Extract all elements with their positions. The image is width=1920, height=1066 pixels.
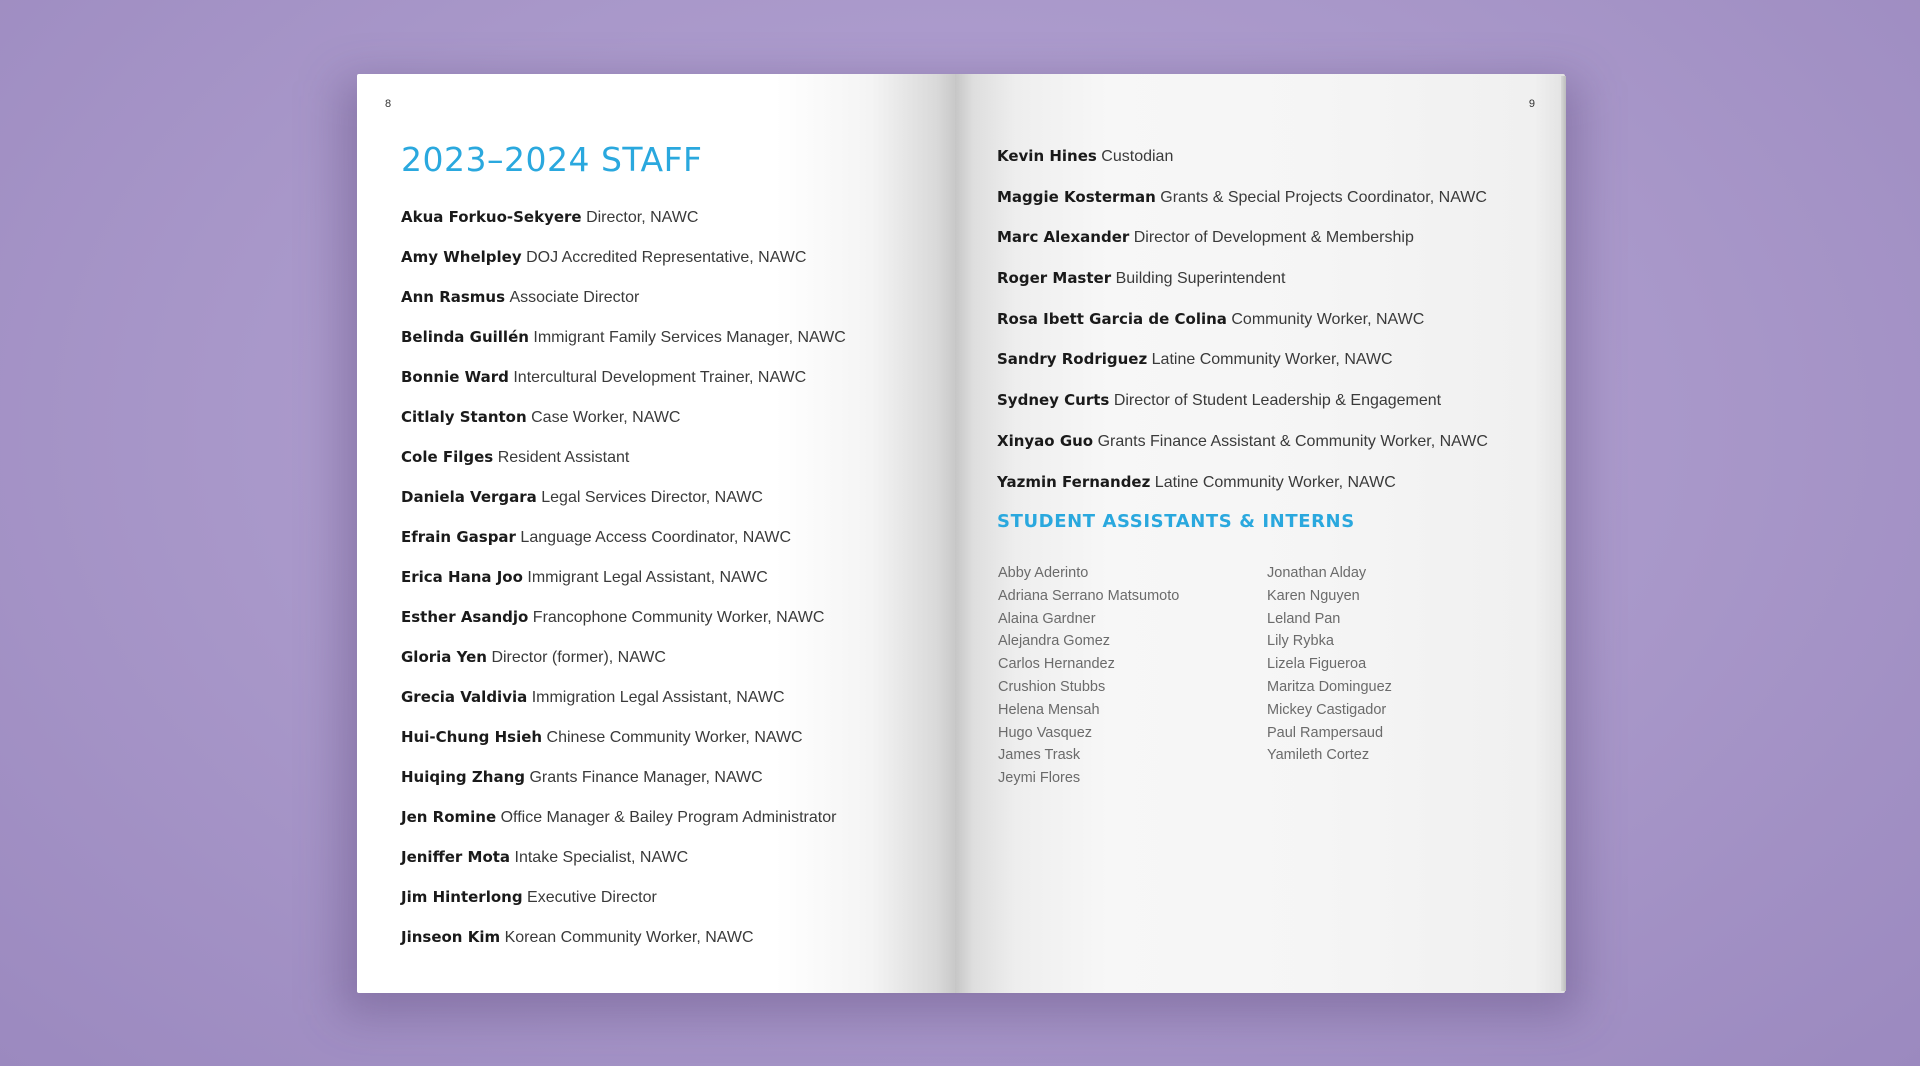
staff-role: Intercultural Development Trainer, NAWC	[513, 369, 807, 386]
intern-name: Mickey Castigador	[1267, 701, 1387, 718]
staff-name: Kevin Hines	[997, 147, 1097, 165]
staff-entry	[997, 185, 1488, 226]
staff-role: Director of Student Leadership & Engagement	[1113, 392, 1442, 410]
staff-entry	[401, 485, 846, 525]
staff-name: Erica Hana Joo	[401, 568, 523, 586]
intern-name: Hugo Vasquez	[998, 724, 1093, 741]
staff-entry	[401, 525, 846, 565]
interns-column-1	[998, 562, 1179, 790]
intern-name: Jonathan Alday	[1267, 565, 1367, 581]
intern-name: Maritza Dominguez	[1267, 678, 1392, 695]
staff-entry	[401, 765, 846, 805]
staff-entry	[997, 470, 1488, 511]
staff-role: Grants & Special Projects Coordinator, NAWC	[1160, 188, 1487, 206]
staff-entry	[401, 805, 846, 845]
staff-entry	[401, 285, 846, 325]
interns-column-2	[1267, 562, 1392, 767]
staff-name: Sydney Curts	[997, 391, 1110, 410]
intern-name: Adriana Serrano Matsumoto	[998, 587, 1180, 604]
page-number-left: 8	[385, 98, 392, 110]
interns-heading: STUDENT ASSISTANTS & INTERNS	[997, 511, 1355, 532]
staff-name: Belinda Guillén	[401, 328, 529, 346]
staff-list-right	[997, 144, 1488, 510]
staff-name: Cole Filges	[401, 448, 494, 466]
intern-name: Paul Rampersaud	[1267, 724, 1384, 741]
staff-name: Jinseon Kim	[401, 928, 501, 946]
staff-name: Yazmin Fernandez	[997, 472, 1151, 491]
staff-entry	[401, 885, 846, 925]
intern-name: Lily Rybka	[1267, 633, 1334, 650]
staff-entry	[997, 307, 1488, 348]
staff-entry	[997, 144, 1488, 185]
staff-entry	[401, 685, 846, 725]
staff-name: Sandry Rodriguez	[997, 350, 1148, 369]
staff-entry	[997, 429, 1488, 470]
staff-role: Resident Assistant	[497, 449, 630, 466]
staff-role: Immigrant Legal Assistant, NAWC	[527, 569, 768, 586]
staff-role: Immigration Legal Assistant, NAWC	[531, 689, 785, 706]
left-page	[357, 74, 955, 993]
staff-role: Immigrant Family Services Manager, NAWC	[533, 329, 846, 346]
staff-name: Akua Forkuo-Sekyere	[401, 208, 582, 226]
staff-role: Director (former), NAWC	[491, 649, 666, 666]
intern-name: Carlos Hernandez	[998, 656, 1115, 673]
intern-name: Leland Pan	[1267, 610, 1341, 627]
right-page	[955, 74, 1565, 993]
staff-role: Korean Community Worker, NAWC	[504, 929, 754, 946]
staff-name: Hui-Chung Hsieh	[401, 728, 543, 746]
staff-name: Amy Whelpley	[401, 248, 522, 266]
intern-name: Alejandra Gomez	[998, 633, 1111, 650]
staff-role: Associate Director	[509, 289, 640, 306]
staff-role: Grants Finance Assistant & Community Worker, NAWC	[1097, 432, 1488, 450]
staff-role: Case Worker, NAWC	[531, 409, 681, 426]
staff-name: Esther Asandjo	[401, 608, 529, 626]
staff-name: Citlaly Stanton	[401, 408, 527, 426]
staff-name: Efrain Gaspar	[401, 528, 516, 546]
staff-entry	[401, 245, 846, 285]
staff-name: Jen Romine	[401, 808, 497, 826]
staff-role: Latine Community Worker, NAWC	[1154, 473, 1396, 491]
staff-entry	[401, 445, 846, 485]
intern-name: Lizela Figueroa	[1267, 656, 1367, 673]
staff-entry	[997, 347, 1488, 388]
staff-entry	[401, 405, 846, 445]
staff-entry	[401, 645, 846, 685]
intern-name: Crushion Stubbs	[998, 678, 1106, 695]
staff-entry	[401, 605, 846, 645]
staff-name: Roger Master	[997, 269, 1112, 288]
staff-role: Latine Community Worker, NAWC	[1151, 351, 1393, 369]
staff-name: Jim Hinterlong	[401, 888, 523, 906]
staff-role: Chinese Community Worker, NAWC	[546, 729, 803, 746]
staff-entry	[401, 845, 846, 885]
staff-title: 2023–2024 STAFF	[401, 140, 703, 179]
intern-name: Yamileth Cortez	[1267, 747, 1370, 764]
staff-role: Office Manager & Bailey Program Administrator	[500, 809, 837, 826]
staff-name: Rosa Ibett Garcia de Colina	[997, 309, 1227, 328]
staff-role: Building Superintendent	[1115, 270, 1286, 288]
intern-name: Alaina Gardner	[998, 610, 1096, 627]
intern-name: James Trask	[998, 747, 1081, 764]
staff-role: Intake Specialist, NAWC	[514, 849, 689, 866]
staff-role: Custodian	[1101, 148, 1174, 165]
staff-name: Ann Rasmus	[401, 288, 506, 306]
staff-name: Grecia Valdivia	[401, 688, 528, 706]
staff-name: Gloria Yen	[401, 648, 487, 666]
staff-name: Xinyao Guo	[997, 431, 1094, 450]
staff-role: Language Access Coordinator, NAWC	[520, 529, 792, 546]
intern-name: Karen Nguyen	[1267, 587, 1360, 604]
staff-name: Huiqing Zhang	[401, 768, 525, 786]
staff-role: DOJ Accredited Representative, NAWC	[526, 249, 807, 266]
staff-entry	[401, 325, 846, 365]
staff-role: Legal Services Director, NAWC	[541, 489, 763, 506]
staff-entry	[997, 225, 1488, 266]
page-edge	[1561, 76, 1566, 991]
staff-entry	[997, 388, 1488, 429]
staff-entry	[401, 565, 846, 605]
staff-role: Francophone Community Worker, NAWC	[532, 609, 825, 626]
intern-name: Abby Aderinto	[998, 565, 1089, 581]
staff-name: Daniela Vergara	[401, 488, 537, 506]
page-number-right: 9	[1528, 98, 1535, 110]
staff-name: Marc Alexander	[997, 228, 1130, 247]
staff-role: Grants Finance Manager, NAWC	[529, 769, 763, 786]
staff-entry	[401, 925, 846, 965]
staff-list-left	[401, 205, 846, 965]
staff-entry	[401, 365, 846, 405]
staff-role: Executive Director	[527, 889, 657, 906]
intern-name: Jeymi Flores	[998, 770, 1081, 787]
staff-entry	[401, 725, 846, 765]
staff-name: Jeniffer Mota	[401, 848, 511, 866]
staff-entry	[401, 205, 846, 245]
staff-name: Bonnie Ward	[401, 368, 509, 386]
staff-role: Director, NAWC	[586, 209, 699, 226]
staff-role: Director of Development & Membership	[1133, 229, 1414, 247]
intern-name: Helena Mensah	[998, 701, 1100, 718]
staff-entry	[997, 266, 1488, 307]
staff-name: Maggie Kosterman	[997, 187, 1156, 206]
staff-role: Community Worker, NAWC	[1231, 310, 1425, 328]
